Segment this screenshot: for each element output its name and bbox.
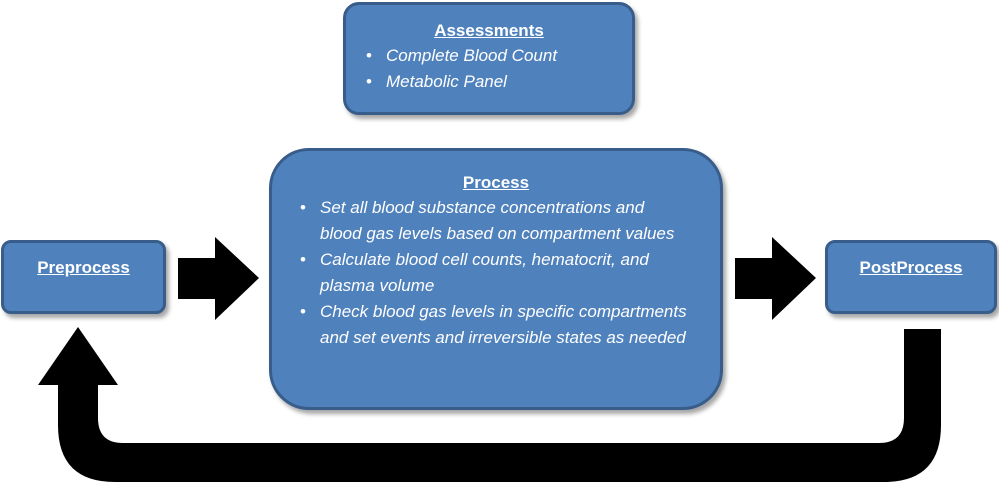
assessments-list [346, 43, 632, 95]
assessments-box [343, 2, 635, 115]
process-item: • Check blood gas levels in specific compartments and set events and irreversible states as needed [272, 299, 720, 351]
assessments-item: • Metabolic Panel [346, 69, 632, 95]
postprocess-title: PostProcess [859, 258, 963, 277]
assessments-item: • Complete Blood Count [346, 43, 632, 69]
assessments-title: Assessments [434, 21, 544, 40]
process-box [269, 148, 723, 410]
process-list [272, 195, 720, 351]
arrow-preprocess-to-process [178, 237, 259, 320]
preprocess-title: Preprocess [37, 258, 130, 277]
process-item: • Calculate blood cell counts, hematocrit, and plasma volume [272, 247, 720, 299]
process-title: Process [462, 173, 530, 192]
process-item: • Set all blood substance concentrations and blood gas levels based on compartment values [272, 195, 720, 247]
postprocess-box [825, 240, 997, 314]
arrow-process-to-postprocess [735, 237, 816, 320]
preprocess-box [1, 240, 166, 314]
